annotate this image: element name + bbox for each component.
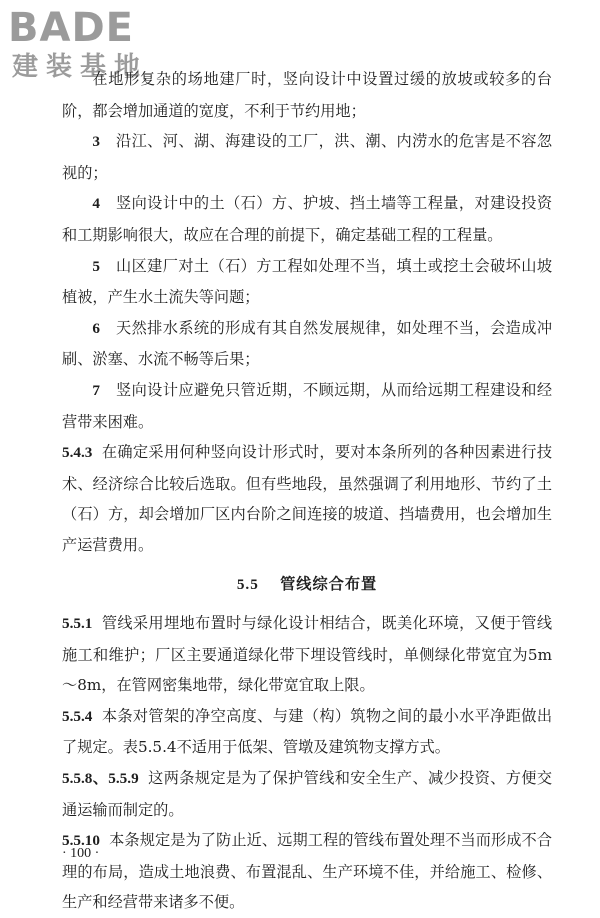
list-item: 4 竖向设计中的土（石）方、护坡、挡土墙等工程量，对建设投资和工期影响很大，故应在合理的前提下，确定基础工程的工程量。 — [62, 194, 553, 244]
clause-5-5-4: 5.5.4 本条对管架的净空高度、与建（构）筑物之间的最小水平净距做出了规定。表5.5.4不适用于低架、管墩及建筑物支撑方式。 — [62, 706, 552, 757]
watermark-cjk: 建装基地 — [12, 52, 149, 82]
section-heading: 5.5 管线综合布置 — [236, 574, 378, 593]
document-body — [62, 64, 552, 918]
list-item: 5 山区建厂对土（石）方工程如处理不当，填土或挖土会破坏山坡植被，产生水土流失等问题； — [62, 256, 553, 307]
clause-5-5-10: 5.5.10 本条规定是为了防止近、远期工程的管线布置处理不当而形成不合理的布局，造成土地浪费、布置混乱、生产环境不佳，并给施工、检修、生产和经营带来诸多不便。 — [62, 831, 552, 912]
clause-5-5-8-9: 5.5.8、5.5.9 这两条规定是为了保护管线和安全生产、减少投资、方便交通运输而制定的。 — [62, 769, 553, 819]
list-item: 3 沿江、河、湖、海建设的工厂，洪、潮、内涝水的危害是不容忽视的； — [62, 132, 553, 182]
page-number: · 100 · — [62, 846, 100, 861]
watermark-latin: BADE — [8, 5, 134, 51]
list-item: 7 竖向设计应避免只管近期，不顾远期，从而给远期工程建设和经营带来困难。 — [62, 380, 553, 431]
clause-5-5-1: 5.5.1 管线采用埋地布置时与绿化设计相结合，既美化环境，又便于管线施工和维护；厂区主要通道绿化带下埋设管线时，单侧绿化带宽宜为5m～8m，在管网密集地带，绿化带宽宜取上限。 — [62, 614, 552, 695]
clause-5-4-3: 5.4.3 在确定采用何种竖向设计形式时，要对本条所列的各种因素进行技术、经济综合比较后选取。但有些地段，虽然强调了利用地形、节约了土（石）方，却会增加厂区内台阶之间连接的坡道、挡墙费用，也会增加生产运营费用。 — [62, 443, 552, 554]
list-item: 在地形复杂的场地建厂时，竖向设计中设置过缓的放坡或较多的台阶，都会增加通道的宽度，不利于节约用地； — [62, 70, 552, 120]
list-item: 6 天然排水系统的形成有其自然发展规律，如处理不当，会造成冲刷、淤塞、水流不畅等后果； — [62, 318, 553, 369]
